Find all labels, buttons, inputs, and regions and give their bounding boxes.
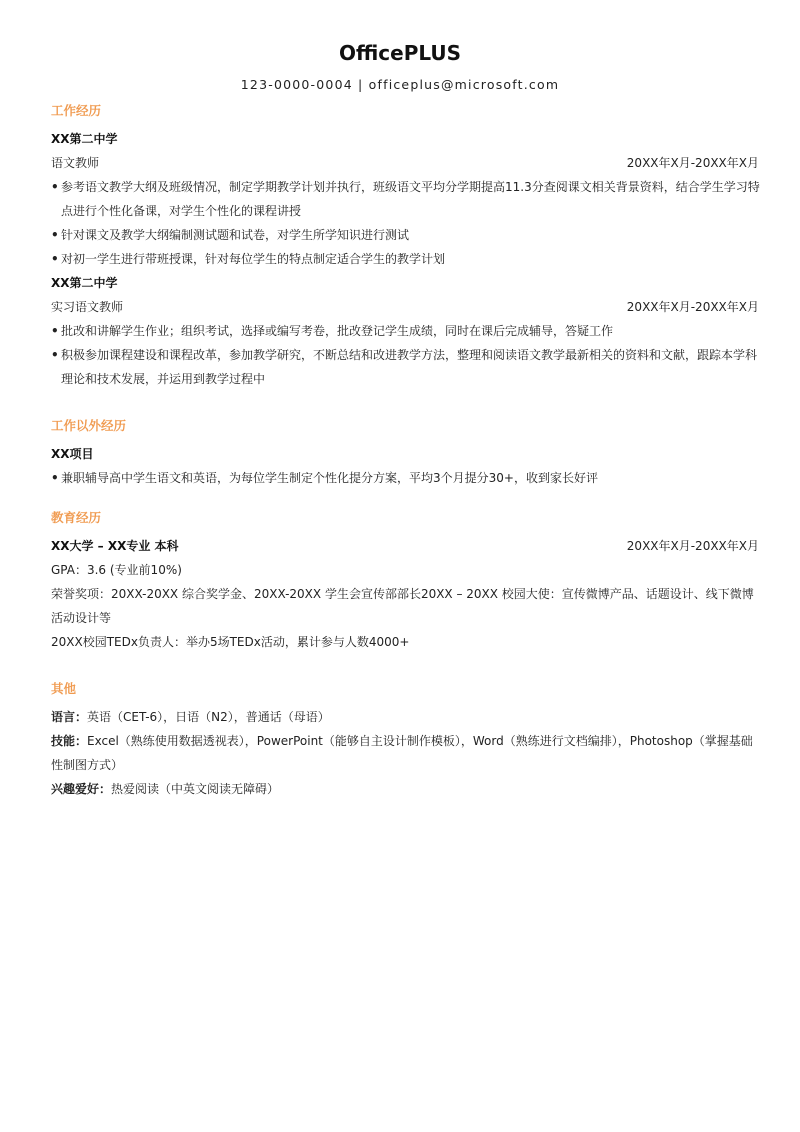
education-awards: 荣誉奖项：20XX-20XX 综合奖学金、20XX-20XX 学生会宣传部部长20XX – 20XX 校园大使：宣传微博产品、话题设计、线下微博活动设计等 xyxy=(51,587,754,625)
job-bullet: • 参考语文教学大纲及班级情况，制定学期教学计划并执行，班级语文平均分学期提高11.3分查阅课文相关背景资料，结合学生学习特点进行个性化备课，对学生个性化的课程讲授 xyxy=(51,175,761,223)
job-bullet: • 对初一学生进行带班授课，针对每位学生的特点制定适合学生的教学计划 xyxy=(51,247,761,271)
job-bullet: • 积极参加课程建设和课程改革，参加教学研究，不断总结和改进教学方法，整理和阅读语文教学最新相关的资料和文献，跟踪本学科理论和技术发展，并运用到教学过程中 xyxy=(51,343,761,391)
job-role-row xyxy=(51,295,761,319)
skills-value: Excel（熟练使用数据透视表），PowerPoint（能够自主设计制作模板），Word（熟练进行文档编排），Photoshop（掌握基础性制图方式） xyxy=(51,734,753,772)
project-bullet: • 兼职辅导高中学生语文和英语，为每位学生制定个性化提分方案，平均3个月提分30+，收到家长好评 xyxy=(51,466,761,490)
language-line xyxy=(51,705,761,729)
job-entry xyxy=(51,271,761,391)
project-name: XX项目 xyxy=(51,447,94,461)
education-school: XX大学 – XX专业 本科 xyxy=(51,539,179,553)
section-title-extra: 工作以外经历 xyxy=(51,418,127,433)
job-role: 实习语文教师 xyxy=(51,300,124,314)
education-section xyxy=(51,506,761,654)
language-value: 英语（CET-6），日语（N2），普通话（母语） xyxy=(87,710,330,724)
section-title-education: 教育经历 xyxy=(51,510,102,525)
job-org: XX第二中学 xyxy=(51,276,118,290)
skills-label: 技能： xyxy=(51,734,88,748)
contact-info: 123-0000-0004 | officeplus@microsoft.com xyxy=(240,77,560,92)
education-date: 20XX年X月-20XX年X月 xyxy=(626,539,759,553)
extra-section xyxy=(51,414,761,490)
job-bullet: • 针对课文及教学大纲编制测试题和试卷，对学生所学知识进行测试 xyxy=(51,223,761,247)
hobby-line xyxy=(51,777,761,801)
work-section xyxy=(51,99,761,391)
skills-line xyxy=(51,729,761,777)
job-entry xyxy=(51,127,761,271)
job-date: 20XX年X月-20XX年X月 xyxy=(626,156,759,170)
candidate-name: OfficePLUS xyxy=(338,41,462,65)
language-label: 语言： xyxy=(51,710,88,724)
education-gpa: GPA：3.6 (专业前10%) xyxy=(51,563,182,577)
education-school-row xyxy=(51,534,761,558)
other-section xyxy=(51,677,761,801)
job-date: 20XX年X月-20XX年X月 xyxy=(626,300,759,314)
job-org: XX第二中学 xyxy=(51,132,118,146)
section-title-work: 工作经历 xyxy=(51,103,102,118)
job-role-row xyxy=(51,151,761,175)
section-title-other: 其他 xyxy=(51,681,77,696)
job-bullet: • 批改和讲解学生作业；组织考试，选择或编写考卷，批改登记学生成绩，同时在课后完成辅导，答疑工作 xyxy=(51,319,761,343)
hobby-label: 兴趣爱好： xyxy=(51,782,112,796)
hobby-value: 热爱阅读（中英文阅读无障碍） xyxy=(111,782,280,796)
job-role: 语文教师 xyxy=(51,156,100,170)
education-tedx: 20XX校园TEDx负责人：举办5场TEDx活动，累计参与人数4000+ xyxy=(51,635,410,649)
